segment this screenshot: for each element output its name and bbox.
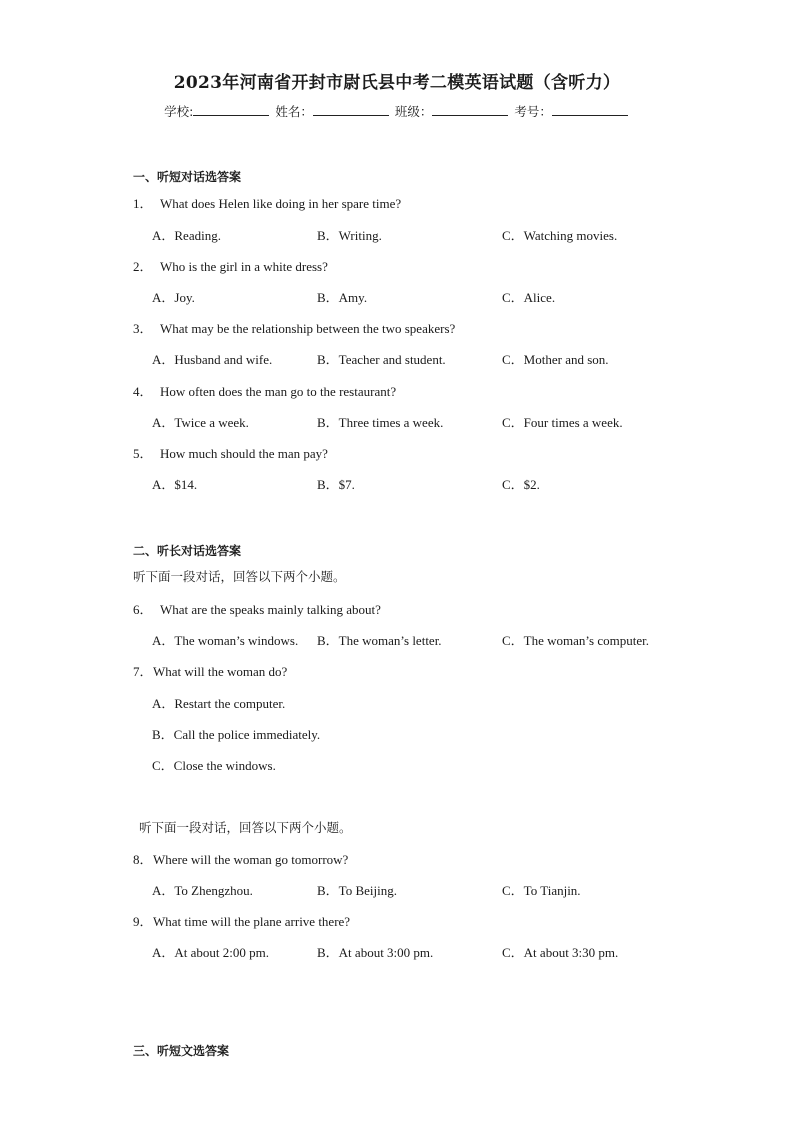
question-number: 7． — [133, 664, 153, 679]
question-number: 1． — [133, 196, 153, 211]
question-1 — [133, 193, 401, 212]
option-5c[interactable]: C．$2. — [502, 477, 540, 492]
question-number: 4． — [133, 384, 153, 399]
question-4 — [133, 381, 396, 400]
option-5a[interactable]: A．$14. — [152, 477, 198, 492]
option-6c[interactable]: C．The woman’s computer. — [502, 633, 649, 648]
section-heading-2: 二、听长对话选答案 — [133, 544, 242, 558]
option-1b[interactable]: B．Writing. — [317, 228, 382, 243]
option-8b[interactable]: B．To Beijing. — [317, 883, 397, 898]
option-4c[interactable]: C．Four times a week. — [502, 415, 623, 430]
question-text: What will the woman do? — [153, 664, 288, 679]
option-7a[interactable]: A．Restart the computer. — [152, 696, 286, 711]
question-5 — [133, 443, 328, 462]
exam-number-label: 考号： — [514, 104, 552, 119]
name-label: 姓名： — [275, 104, 313, 119]
class-blank[interactable] — [432, 103, 508, 116]
school-blank[interactable] — [193, 103, 269, 116]
question-7 — [133, 661, 287, 680]
question-6 — [133, 599, 381, 618]
class-label: 班级： — [394, 104, 433, 119]
option-4b[interactable]: B．Three times a week. — [317, 415, 444, 430]
question-text: What time will the plane arrive there? — [153, 914, 351, 929]
question-number: 8． — [133, 852, 153, 867]
option-9a[interactable]: A．At about 2:00 pm. — [152, 945, 269, 960]
option-3a[interactable]: A．Husband and wife. — [152, 352, 273, 367]
question-8 — [133, 849, 348, 868]
question-text: Where will the woman go tomorrow? — [153, 852, 349, 867]
question-9 — [133, 911, 350, 930]
option-9c[interactable]: C．At about 3:30 pm. — [502, 945, 619, 960]
section-heading-1: 一、听短对话选答案 — [133, 170, 242, 184]
option-3c[interactable]: C．Mother and son. — [502, 352, 609, 367]
school-label: 学校: — [164, 104, 194, 119]
section-heading-3: 三、听短文选答案 — [133, 1044, 230, 1058]
instruction-note-2: 听下面一段对话，回答以下两个小题。 — [139, 820, 352, 835]
question-number: 9． — [133, 914, 153, 929]
option-2a[interactable]: A．Joy. — [152, 290, 195, 305]
option-3b[interactable]: B．Teacher and student. — [317, 352, 446, 367]
option-5b[interactable]: B．$7. — [317, 477, 355, 492]
question-text: How much should the man pay? — [160, 446, 328, 461]
question-text: How often does the man go to the restaurant? — [160, 384, 397, 399]
option-6a[interactable]: A．The woman’s windows. — [152, 633, 299, 648]
question-number: 5． — [133, 446, 153, 461]
question-2 — [133, 256, 328, 275]
option-6b[interactable]: B．The woman’s letter. — [317, 633, 442, 648]
question-text: What may be the relationship between the two speakers? — [160, 321, 456, 336]
name-blank[interactable] — [313, 103, 389, 116]
option-9b[interactable]: B．At about 3:00 pm. — [317, 945, 434, 960]
option-7b[interactable]: B．Call the police immediately. — [152, 727, 321, 742]
exam-number-blank[interactable] — [552, 103, 628, 116]
option-2c[interactable]: C．Alice. — [502, 290, 556, 305]
instruction-note-1: 听下面一段对话，回答以下两个小题。 — [133, 569, 346, 584]
option-1c[interactable]: C．Watching movies. — [502, 228, 618, 243]
option-1a[interactable]: A．Reading. — [152, 228, 221, 243]
question-number: 3． — [133, 321, 153, 336]
page-title: 2023年河南省开封市尉氏县中考二模英语试题（含听力） — [173, 73, 621, 93]
option-8a[interactable]: A．To Zhengzhou. — [152, 883, 253, 898]
question-text: What are the speaks mainly talking about? — [160, 602, 381, 617]
student-info-line — [0, 102, 794, 120]
question-text: Who is the girl in a white dress? — [160, 259, 328, 274]
question-number: 6． — [133, 602, 153, 617]
option-7c[interactable]: C．Close the windows. — [152, 758, 276, 773]
question-3 — [133, 318, 455, 337]
option-8c[interactable]: C．To Tianjin. — [502, 883, 581, 898]
option-2b[interactable]: B．Amy. — [317, 290, 368, 305]
question-number: 2． — [133, 259, 153, 274]
option-4a[interactable]: A．Twice a week. — [152, 415, 249, 430]
question-text: What does Helen like doing in her spare time? — [160, 196, 402, 211]
